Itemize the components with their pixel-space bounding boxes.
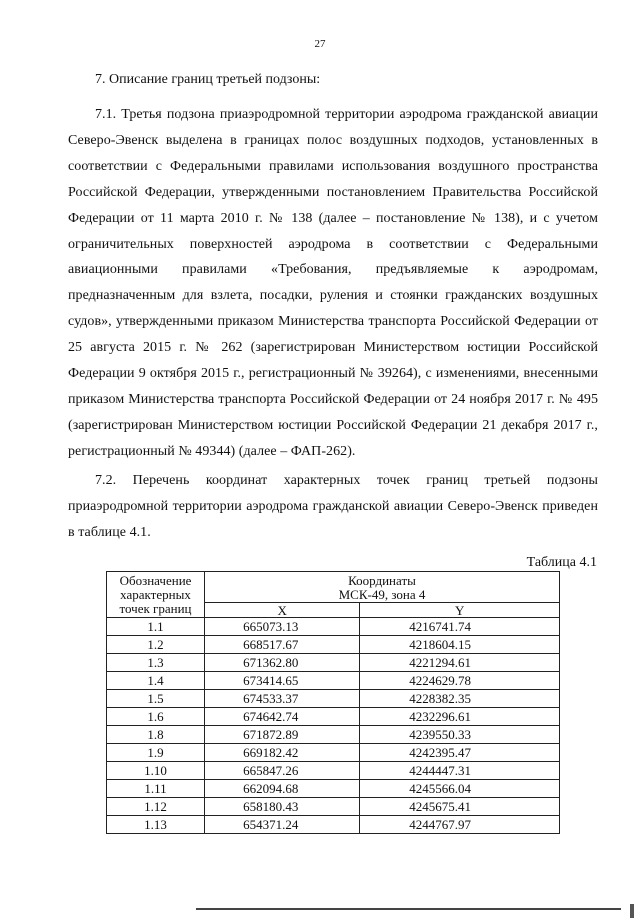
y-coordinate-cell: 4239550.33 bbox=[360, 726, 560, 744]
x-column-header: X bbox=[205, 603, 360, 618]
x-coordinate-cell: 671872.89 bbox=[205, 726, 360, 744]
x-coordinate-cell: 662094.68 bbox=[205, 780, 360, 798]
document-body bbox=[68, 68, 598, 545]
table-row bbox=[107, 708, 560, 726]
point-id-cell: 1.1 bbox=[107, 618, 205, 636]
y-column-header: Y bbox=[360, 603, 560, 618]
table-row bbox=[107, 798, 560, 816]
point-id-cell: 1.2 bbox=[107, 636, 205, 654]
point-id-cell: 1.5 bbox=[107, 690, 205, 708]
x-coordinate-cell: 673414.65 bbox=[205, 672, 360, 690]
coords-column-header bbox=[205, 572, 560, 603]
section-heading: 7. Описание границ третьей подзоны: bbox=[95, 72, 321, 87]
x-coordinate-cell: 674642.74 bbox=[205, 708, 360, 726]
table-row bbox=[107, 636, 560, 654]
point-id-cell: 1.3 bbox=[107, 654, 205, 672]
scan-edge-mark bbox=[630, 904, 634, 918]
coords-header-title: Координаты bbox=[348, 573, 416, 588]
table-row bbox=[107, 762, 560, 780]
y-coordinate-cell: 4221294.61 bbox=[360, 654, 560, 672]
table-row bbox=[107, 780, 560, 798]
x-coordinate-cell: 658180.43 bbox=[205, 798, 360, 816]
table-caption: Таблица 4.1 bbox=[526, 555, 597, 570]
y-coordinate-cell: 4224629.78 bbox=[360, 672, 560, 690]
x-coordinate-cell: 669182.42 bbox=[205, 744, 360, 762]
y-coordinate-cell: 4216741.74 bbox=[360, 618, 560, 636]
y-coordinate-cell: 4218604.15 bbox=[360, 636, 560, 654]
point-id-cell: 1.13 bbox=[107, 816, 205, 834]
point-column-header: Обозначение характерных точек границ bbox=[107, 572, 205, 618]
scan-edge-line bbox=[196, 908, 621, 910]
x-coordinate-cell: 665847.26 bbox=[205, 762, 360, 780]
coords-header-system: МСК-49, зона 4 bbox=[338, 587, 426, 602]
x-coordinate-cell: 671362.80 bbox=[205, 654, 360, 672]
table-row bbox=[107, 816, 560, 834]
x-coordinate-cell: 665073.13 bbox=[205, 618, 360, 636]
x-coordinate-cell: 654371.24 bbox=[205, 816, 360, 834]
y-coordinate-cell: 4244767.97 bbox=[360, 816, 560, 834]
point-id-cell: 1.9 bbox=[107, 744, 205, 762]
paragraph-7-2: 7.2. Перечень координат характерных точек границ третьей подзоны приаэродромной территории аэродрома гражданской авиации Северо-Эвенск приведен в таблице 4.1. bbox=[68, 472, 598, 540]
y-coordinate-cell: 4245566.04 bbox=[360, 780, 560, 798]
y-coordinate-cell: 4228382.35 bbox=[360, 690, 560, 708]
page-number: 27 bbox=[314, 38, 326, 50]
point-id-cell: 1.8 bbox=[107, 726, 205, 744]
x-coordinate-cell: 674533.37 bbox=[205, 690, 360, 708]
y-coordinate-cell: 4245675.41 bbox=[360, 798, 560, 816]
x-coordinate-cell: 668517.67 bbox=[205, 636, 360, 654]
table-row bbox=[107, 690, 560, 708]
coordinates-table bbox=[106, 571, 560, 834]
point-id-cell: 1.12 bbox=[107, 798, 205, 816]
table-row bbox=[107, 744, 560, 762]
table-body bbox=[107, 618, 560, 834]
point-id-cell: 1.4 bbox=[107, 672, 205, 690]
table-row bbox=[107, 726, 560, 744]
table-row bbox=[107, 672, 560, 690]
point-id-cell: 1.11 bbox=[107, 780, 205, 798]
y-coordinate-cell: 4242395.47 bbox=[360, 744, 560, 762]
table-row bbox=[107, 618, 560, 636]
point-id-cell: 1.6 bbox=[107, 708, 205, 726]
y-coordinate-cell: 4232296.61 bbox=[360, 708, 560, 726]
point-id-cell: 1.10 bbox=[107, 762, 205, 780]
paragraph-7-1: 7.1. Третья подзона приаэродромной территории аэродрома гражданской авиации Северо-Эвенск выделена в границах полос воздушных подходов, установленных в соответствии с Федеральными правилами использования воздушного пространства Российской Федерации, утвержденными постановлением Правительства Российской Федерации от 11 марта 2010 г. № 138 (далее – постановление № 138), и с учетом ограничительных поверхностей аэродрома в соответствии с Федеральными авиационными правилами «Требования, предъявляемые к аэродромам, предназначенным для взлета, посадки, руления и стоянки гражданских воздушных судов», утвержденными приказом Министерства транспорта Российской Федерации от 25 августа 2015 г. № 262 (зарегистрирован Министерством юстиции Российской Федерации 9 октября 2015 г., регистрационный № 39264), с изменениями, внесенными приказом Министерства транспорта Российской Федерации от 24 ноября 2017 г. № 495 (зарегистрирован Министерством юстиции Российской Федерации 21 декабря 2017 г., регистрационный № 49344) (далее – ФАП-262). bbox=[68, 107, 598, 459]
table-row bbox=[107, 654, 560, 672]
y-coordinate-cell: 4244447.31 bbox=[360, 762, 560, 780]
